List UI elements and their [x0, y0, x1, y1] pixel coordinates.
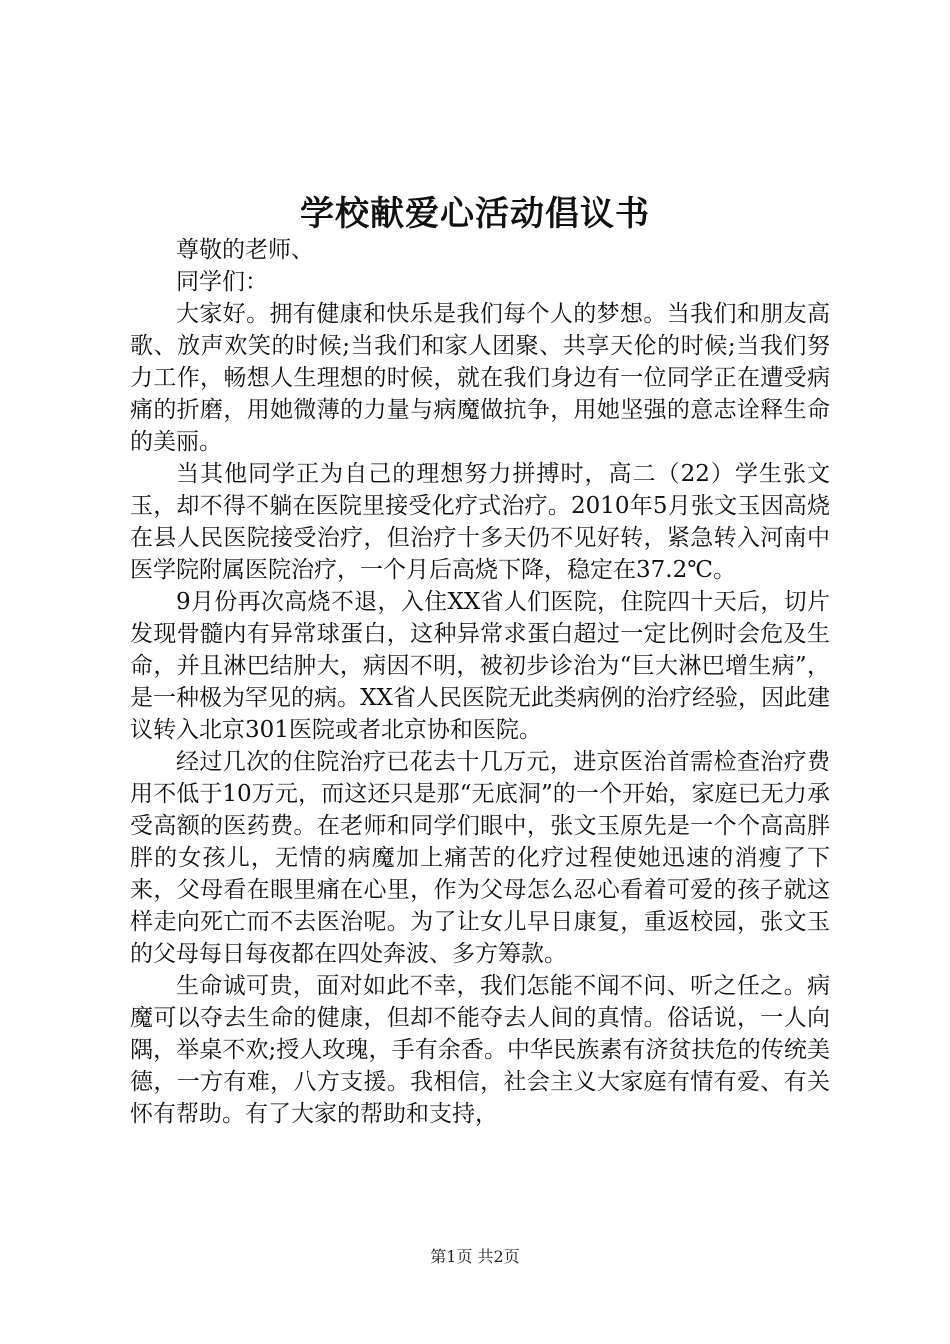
salutation-line-2: 同学们：	[176, 269, 268, 295]
document-title: 学校献爱心活动倡议书	[300, 194, 650, 234]
paragraph: 大家好。拥有健康和快乐是我们每个人的梦想。当我们和朋友高歌、放声欢笑的时候;当我们和家人团聚、共享天伦的时候;当我们努力工作，畅想人生理想的时候，就在我们身边有一位同学正在遭受病痛的折磨，用她微薄的力量与病魔做抗争，用她坚强的意志诠释生命的美丽。	[130, 301, 830, 455]
page-number-footer: 第1页 共2页	[430, 1247, 520, 1266]
paragraph: 9月份再次高烧不退，入住XX省人们医院，住院四十天后，切片发现骨髓内有异常球蛋白，这种异常求蛋白超过一定比例时会危及生命，并且淋巴结肿大，病因不明，被初步诊治为“巨大淋巴增生病”，是一种极为罕见的病。XX省人民医院无此类病例的治疗经验，因此建议转入北京301医院或者北京协和医院。	[130, 589, 830, 743]
document-body	[130, 234, 830, 1130]
paragraph: 经过几次的住院治疗已花去十几万元，进京医治首需检查治疗费用不低于10万元，而这还只是那“无底洞”的一个开始，家庭已无力承受高额的医药费。在老师和同学们眼中，张文玉原先是一个个高高胖胖的女孩儿，无情的病魔加上痛苦的化疗过程使她迅速的消瘦了下来，父母看在眼里痛在心里，作为父母怎么忍心看着可爱的孩子就这样走向死亡而不去医治呢。为了让女儿早日康复，重返校园，张文玉的父母每日每夜都在四处奔波、多方筹款。	[130, 749, 830, 967]
salutation-line-1: 尊敬的老师、	[176, 237, 314, 263]
paragraph: 当其他同学正为自己的理想努力拼搏时，高二（22）学生张文玉，却不得不躺在医院里接受化疗式治疗。2010年5月张文玉因高烧在县人民医院接受治疗，但治疗十多天仍不见好转，紧急转入河南中医学院附属医院治疗，一个月后高烧下降，稳定在37.2℃。	[130, 461, 830, 583]
paragraph: 生命诚可贵，面对如此不幸，我们怎能不闻不问、听之任之。病魔可以夺去生命的健康，但却不能夺去人间的真情。俗话说，一人向隅，举桌不欢;授人玫瑰，手有余香。中华民族素有济贫扶危的传统美德，一方有难，八方支援。我相信，社会主义大家庭有情有爱、有关怀有帮助。有了大家的帮助和支持，	[130, 973, 830, 1127]
